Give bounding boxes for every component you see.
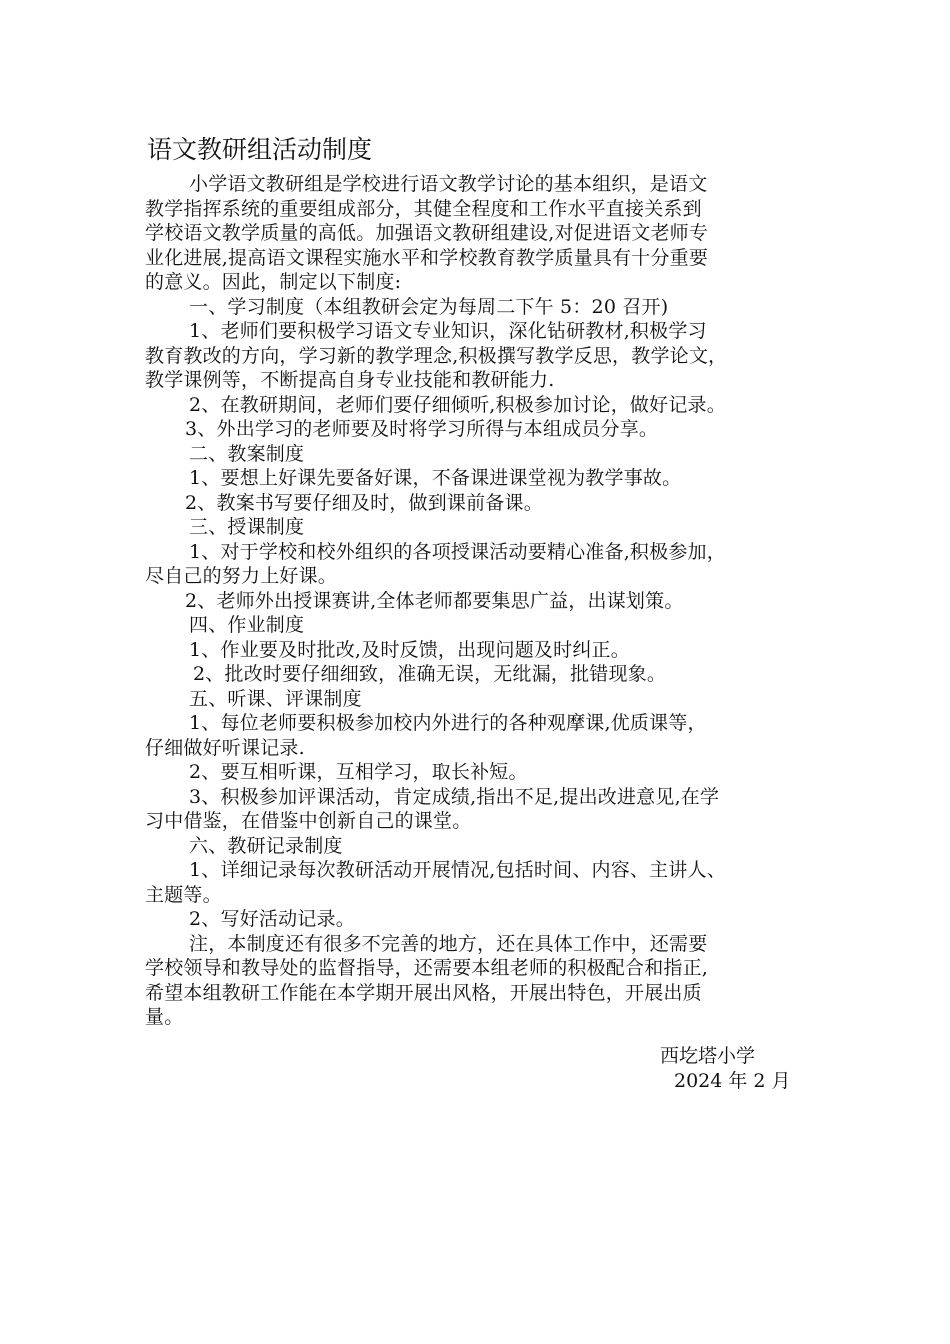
text-line: 主题等。 [145, 883, 222, 906]
text-line: 希望本组教研工作能在本学期开展出风格，开展出特色，开展出质 [145, 981, 702, 1004]
text-line: 仔细做好听课记录. [145, 736, 305, 759]
text-line: 2、写好活动记录。 [189, 908, 355, 930]
text-line: 1、老师们要积极学习语文专业知识，深化钻研教材,积极学习 [189, 320, 707, 342]
text-line: 学校语文教学质量的高低。加强语文教研组建设,对促进语文老师专 [145, 222, 709, 244]
signature-school: 西圪塔小学 [660, 1045, 756, 1067]
text-line: 量。 [145, 1006, 184, 1028]
text-line: 二、教案制度 [189, 442, 305, 465]
text-line: 一、学习制度（本组教研会定为每周二下午 5：20 召开) [189, 295, 669, 318]
signature-date: 2024 年 2 月 [674, 1070, 791, 1092]
text-line: 教育教改的方向，学习新的教学理念,积极撰写教学反思，教学论文， [145, 344, 728, 367]
signature-block [660, 1044, 800, 1094]
text-line: 2、老师外出授课赛讲,全体老师都要集思广益，出谋划策。 [185, 589, 684, 612]
text-line: 教学指挥系统的重要组成部分，其健全程度和工作水平直接关系到 [145, 197, 702, 220]
text-line: 2、要互相听课，互相学习，取长补短。 [189, 761, 528, 783]
text-line: 学校领导和教导处的监督指导，还需要本组老师的积极配合和指正, [145, 957, 709, 979]
text-line: 1、每位老师要积极参加校内外进行的各种观摩课,优质课等， [189, 712, 707, 734]
text-line: 五、听课、评课制度 [189, 687, 362, 710]
text-line: 的意义。因此，制定以下制度: [145, 271, 402, 293]
text-line: 3、积极参加评课活动，肯定成绩,指出不足,提出改进意见,在学 [189, 785, 720, 808]
text-line: 2、在教研期间，老师们要仔细倾听,积极参加讨论，做好记录。 [189, 393, 726, 416]
document-body [145, 172, 807, 1030]
text-line: 业化进展,提高语文课程实施水平和学校教育教学质量具有十分重要 [145, 246, 709, 269]
text-line: 2、教案书写要仔细及时，做到课前备课。 [185, 491, 543, 514]
text-line: 习中借鉴，在借鉴中创新自己的课堂。 [145, 810, 472, 832]
text-line: 教学课例等，不断提高自身专业技能和教研能力. [145, 369, 555, 391]
text-line: 1、要想上好课先要备好课，不备课进课堂视为教学事故。 [189, 467, 682, 489]
text-line: 注，本制度还有很多不完善的地方，还在具体工作中，还需要 [189, 932, 708, 955]
text-line: 小学语文教研组是学校进行语文教学讨论的基本组织，是语文 [189, 173, 708, 195]
document-title: 语文教研组活动制度 [147, 135, 373, 164]
text-line: 三、授课制度 [189, 516, 305, 538]
text-line: 六、教研记录制度 [189, 834, 343, 857]
text-line: 1、详细记录每次教研活动开展情况,包括时间、内容、主讲人、 [189, 859, 726, 881]
text-line: 1、对于学校和校外组织的各项授课活动要精心准备,积极参加， [189, 540, 726, 563]
text-line: 2、批改时要仔细细致，准确无误，无纰漏，批错现象。 [193, 663, 667, 685]
text-line: 3、外出学习的老师要及时将学习所得与本组成员分享。 [185, 418, 659, 440]
text-line: 1、作业要及时批改,及时反馈，出现问题及时纠正。 [189, 638, 630, 661]
text-line: 四、作业制度 [189, 614, 305, 636]
text-line: 尽自己的努力上好课。 [145, 565, 338, 587]
